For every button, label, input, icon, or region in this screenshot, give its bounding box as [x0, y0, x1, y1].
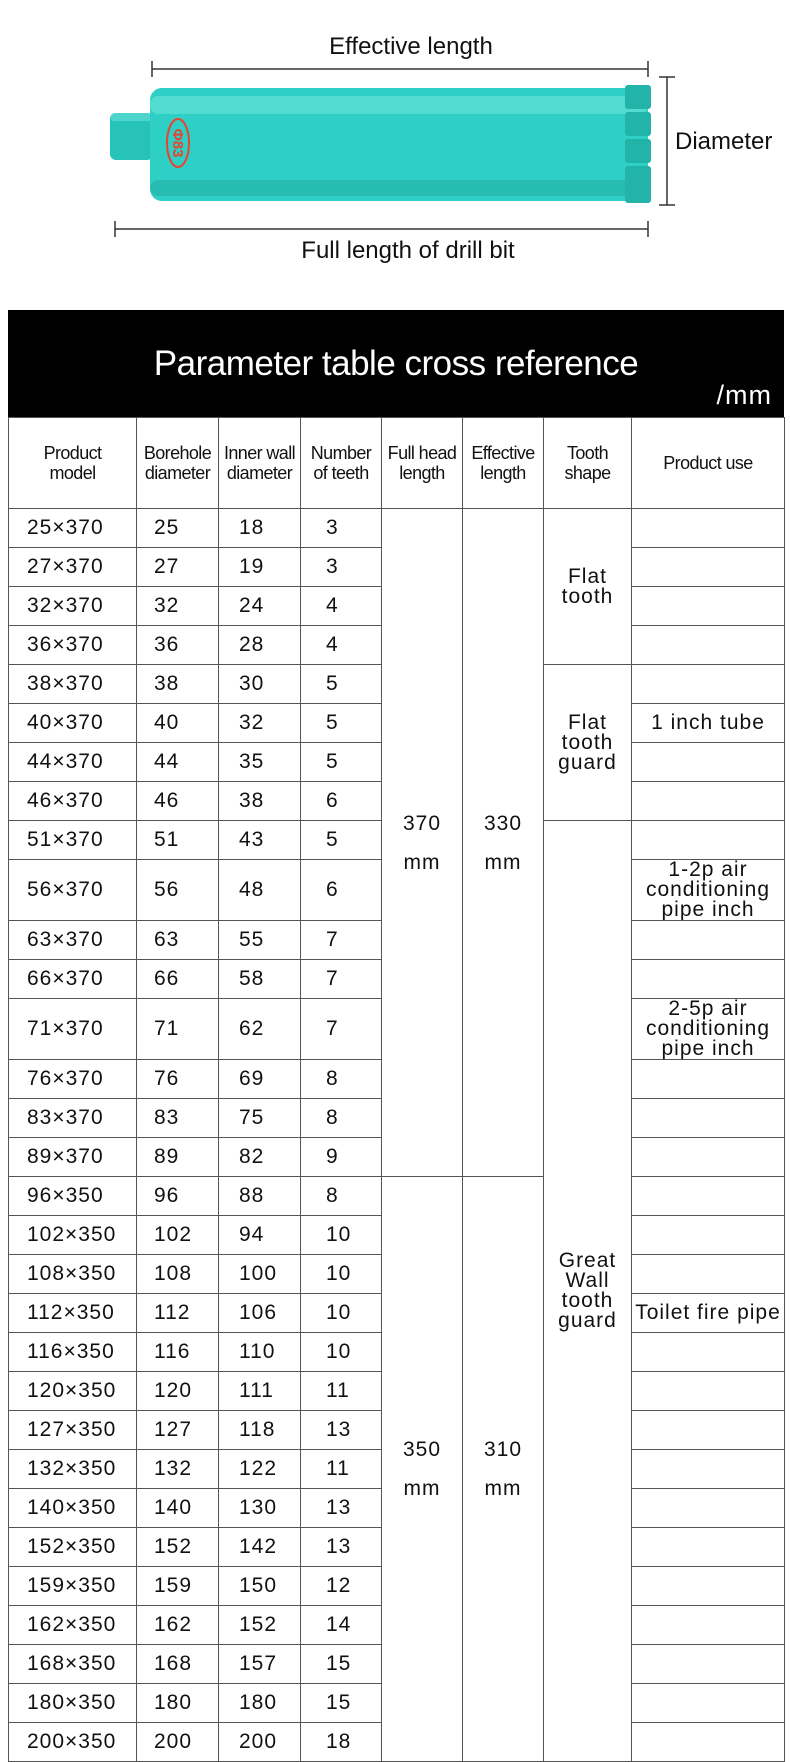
- cell-number-of-teeth: 7: [301, 960, 382, 999]
- cell-product-use: [632, 1216, 785, 1255]
- header-inner-wall-diameter: Inner wall diameter: [219, 418, 301, 509]
- cell-product-model: 56×370: [9, 860, 137, 921]
- cell-inner-wall-diameter: 35: [219, 743, 301, 782]
- drill-bit: [110, 85, 651, 203]
- cell-product-model: 38×370: [9, 665, 137, 704]
- cell-number-of-teeth: 12: [301, 1567, 382, 1606]
- cell-product-use: [632, 1489, 785, 1528]
- cell-product-use: [632, 743, 785, 782]
- cell-product-use: [632, 1255, 785, 1294]
- cell-product-model: 180×350: [9, 1684, 137, 1723]
- cell-product-model: 44×370: [9, 743, 137, 782]
- cell-product-model: 162×350: [9, 1606, 137, 1645]
- cell-inner-wall-diameter: 152: [219, 1606, 301, 1645]
- cell-borehole-diameter: 180: [137, 1684, 219, 1723]
- cell-number-of-teeth: 11: [301, 1372, 382, 1411]
- cell-product-model: 132×350: [9, 1450, 137, 1489]
- cell-tooth-shape: Great Wall tooth guard: [544, 821, 632, 1762]
- cell-product-model: 46×370: [9, 782, 137, 821]
- cell-inner-wall-diameter: 142: [219, 1528, 301, 1567]
- cell-product-use: [632, 1333, 785, 1372]
- cell-product-model: 200×350: [9, 1723, 137, 1762]
- cell-borehole-diameter: 168: [137, 1645, 219, 1684]
- drill-bit-diagram: [0, 0, 790, 300]
- cell-product-model: 36×370: [9, 626, 137, 665]
- cell-inner-wall-diameter: 94: [219, 1216, 301, 1255]
- cell-product-model: 63×370: [9, 921, 137, 960]
- drill-segment: [625, 112, 651, 136]
- full-length-dimension: [115, 221, 648, 237]
- cell-number-of-teeth: 13: [301, 1411, 382, 1450]
- cell-product-model: 168×350: [9, 1645, 137, 1684]
- cell-product-model: 102×350: [9, 1216, 137, 1255]
- cell-number-of-teeth: 10: [301, 1294, 382, 1333]
- cell-borehole-diameter: 63: [137, 921, 219, 960]
- table-row: [9, 509, 785, 548]
- effective-length-label: Effective length: [329, 33, 493, 60]
- cell-product-use: [632, 1099, 785, 1138]
- cell-number-of-teeth: 5: [301, 665, 382, 704]
- table-unit: /mm: [716, 380, 772, 410]
- cell-product-model: 76×370: [9, 1060, 137, 1099]
- cell-product-model: 116×350: [9, 1333, 137, 1372]
- diameter-label: Diameter: [675, 128, 773, 155]
- cell-borehole-diameter: 116: [137, 1333, 219, 1372]
- cell-borehole-diameter: 51: [137, 821, 219, 860]
- cell-inner-wall-diameter: 62: [219, 999, 301, 1060]
- header-product-use: Product use: [632, 418, 785, 509]
- cell-number-of-teeth: 4: [301, 587, 382, 626]
- cell-full-head-length: 350 mm: [382, 1177, 463, 1762]
- cell-product-model: 32×370: [9, 587, 137, 626]
- parameter-table: [8, 417, 785, 1762]
- cell-borehole-diameter: 132: [137, 1450, 219, 1489]
- full-length-label: Full length of drill bit: [301, 237, 515, 264]
- cell-product-use: Toilet fire pipe: [632, 1294, 785, 1333]
- cell-inner-wall-diameter: 157: [219, 1645, 301, 1684]
- cell-product-model: 108×350: [9, 1255, 137, 1294]
- cell-number-of-teeth: 8: [301, 1060, 382, 1099]
- cell-borehole-diameter: 56: [137, 860, 219, 921]
- cell-inner-wall-diameter: 200: [219, 1723, 301, 1762]
- cell-number-of-teeth: 10: [301, 1255, 382, 1294]
- header-tooth-shape: Tooth shape: [544, 418, 632, 509]
- cell-effective-length: 310 mm: [463, 1177, 544, 1762]
- cell-product-model: 27×370: [9, 548, 137, 587]
- cell-product-use: [632, 1684, 785, 1723]
- cell-inner-wall-diameter: 30: [219, 665, 301, 704]
- cell-borehole-diameter: 120: [137, 1372, 219, 1411]
- cell-borehole-diameter: 46: [137, 782, 219, 821]
- cell-number-of-teeth: 15: [301, 1684, 382, 1723]
- cell-number-of-teeth: 9: [301, 1138, 382, 1177]
- cell-number-of-teeth: 3: [301, 509, 382, 548]
- cell-inner-wall-diameter: 82: [219, 1138, 301, 1177]
- cell-borehole-diameter: 76: [137, 1060, 219, 1099]
- drill-segment: [625, 181, 651, 203]
- cell-inner-wall-diameter: 88: [219, 1177, 301, 1216]
- cell-product-model: 83×370: [9, 1099, 137, 1138]
- cell-product-use: 1 inch tube: [632, 704, 785, 743]
- cell-product-model: 71×370: [9, 999, 137, 1060]
- cell-number-of-teeth: 5: [301, 704, 382, 743]
- header-product-model: Product model: [9, 418, 137, 509]
- cell-product-use: [632, 1567, 785, 1606]
- cell-borehole-diameter: 66: [137, 960, 219, 999]
- cell-borehole-diameter: 44: [137, 743, 219, 782]
- cell-inner-wall-diameter: 48: [219, 860, 301, 921]
- cell-tooth-shape: Flat tooth: [544, 509, 632, 665]
- cell-number-of-teeth: 5: [301, 743, 382, 782]
- cell-inner-wall-diameter: 122: [219, 1450, 301, 1489]
- cell-product-use: [632, 1450, 785, 1489]
- cell-inner-wall-diameter: 150: [219, 1567, 301, 1606]
- cell-product-use: [632, 587, 785, 626]
- cell-number-of-teeth: 15: [301, 1645, 382, 1684]
- cell-product-model: 40×370: [9, 704, 137, 743]
- cell-product-model: 112×350: [9, 1294, 137, 1333]
- cell-tooth-shape: Flat tooth guard: [544, 665, 632, 821]
- cell-product-model: 96×350: [9, 1177, 137, 1216]
- cell-product-use: [632, 626, 785, 665]
- cell-inner-wall-diameter: 55: [219, 921, 301, 960]
- cell-borehole-diameter: 112: [137, 1294, 219, 1333]
- cell-product-use: [632, 1528, 785, 1567]
- cell-borehole-diameter: 40: [137, 704, 219, 743]
- cell-inner-wall-diameter: 180: [219, 1684, 301, 1723]
- cell-product-use: [632, 921, 785, 960]
- cell-product-use: [632, 1645, 785, 1684]
- cell-inner-wall-diameter: 32: [219, 704, 301, 743]
- cell-inner-wall-diameter: 58: [219, 960, 301, 999]
- cell-number-of-teeth: 7: [301, 999, 382, 1060]
- cell-inner-wall-diameter: 24: [219, 587, 301, 626]
- header-number-of-teeth: Number of teeth: [301, 418, 382, 509]
- cell-product-use: [632, 548, 785, 587]
- cell-product-use: [632, 821, 785, 860]
- cell-number-of-teeth: 10: [301, 1216, 382, 1255]
- cell-borehole-diameter: 27: [137, 548, 219, 587]
- cell-number-of-teeth: 3: [301, 548, 382, 587]
- cell-product-use: [632, 1177, 785, 1216]
- cell-number-of-teeth: 18: [301, 1723, 382, 1762]
- cell-borehole-diameter: 89: [137, 1138, 219, 1177]
- cell-inner-wall-diameter: 18: [219, 509, 301, 548]
- cell-product-use: [632, 1606, 785, 1645]
- cell-inner-wall-diameter: 43: [219, 821, 301, 860]
- cell-number-of-teeth: 11: [301, 1450, 382, 1489]
- table-header-row: [9, 418, 785, 509]
- cell-borehole-diameter: 96: [137, 1177, 219, 1216]
- cell-product-model: 120×350: [9, 1372, 137, 1411]
- cell-number-of-teeth: 4: [301, 626, 382, 665]
- cell-inner-wall-diameter: 69: [219, 1060, 301, 1099]
- cell-inner-wall-diameter: 38: [219, 782, 301, 821]
- cell-borehole-diameter: 140: [137, 1489, 219, 1528]
- cell-inner-wall-diameter: 130: [219, 1489, 301, 1528]
- cell-product-model: 127×350: [9, 1411, 137, 1450]
- table-title: Parameter table cross reference: [153, 344, 639, 383]
- cell-borehole-diameter: 108: [137, 1255, 219, 1294]
- cell-borehole-diameter: 38: [137, 665, 219, 704]
- cell-number-of-teeth: 14: [301, 1606, 382, 1645]
- header-borehole-diameter: Borehole diameter: [137, 418, 219, 509]
- cell-product-use: [632, 1060, 785, 1099]
- cell-product-use: [632, 665, 785, 704]
- cell-product-model: 152×350: [9, 1528, 137, 1567]
- cell-inner-wall-diameter: 75: [219, 1099, 301, 1138]
- cell-effective-length: 330 mm: [463, 509, 544, 1177]
- cell-borehole-diameter: 102: [137, 1216, 219, 1255]
- cell-number-of-teeth: 13: [301, 1489, 382, 1528]
- cell-inner-wall-diameter: 28: [219, 626, 301, 665]
- cell-inner-wall-diameter: 100: [219, 1255, 301, 1294]
- table-title-banner: [8, 310, 784, 417]
- cell-number-of-teeth: 8: [301, 1099, 382, 1138]
- cell-inner-wall-diameter: 110: [219, 1333, 301, 1372]
- cell-product-use: [632, 1138, 785, 1177]
- cell-product-model: 140×350: [9, 1489, 137, 1528]
- table-row: [9, 1177, 785, 1216]
- cell-product-model: 25×370: [9, 509, 137, 548]
- cell-borehole-diameter: 32: [137, 587, 219, 626]
- cell-borehole-diameter: 25: [137, 509, 219, 548]
- cell-borehole-diameter: 200: [137, 1723, 219, 1762]
- cell-product-use: 1-2p air conditioning pipe inch: [632, 860, 785, 921]
- cell-number-of-teeth: 10: [301, 1333, 382, 1372]
- cell-number-of-teeth: 5: [301, 821, 382, 860]
- header-effective-length: Effective length: [463, 418, 544, 509]
- drill-segment: [625, 139, 651, 163]
- cell-product-use: [632, 782, 785, 821]
- cell-number-of-teeth: 8: [301, 1177, 382, 1216]
- cell-product-use: 2-5p air conditioning pipe inch: [632, 999, 785, 1060]
- cell-full-head-length: 370 mm: [382, 509, 463, 1177]
- cell-number-of-teeth: 7: [301, 921, 382, 960]
- size-marking: Φ83: [169, 128, 186, 158]
- cell-borehole-diameter: 36: [137, 626, 219, 665]
- cell-product-use: [632, 509, 785, 548]
- cell-number-of-teeth: 6: [301, 860, 382, 921]
- cell-inner-wall-diameter: 118: [219, 1411, 301, 1450]
- cell-borehole-diameter: 83: [137, 1099, 219, 1138]
- cell-inner-wall-diameter: 111: [219, 1372, 301, 1411]
- cell-product-use: [632, 1372, 785, 1411]
- cell-inner-wall-diameter: 19: [219, 548, 301, 587]
- cell-borehole-diameter: 152: [137, 1528, 219, 1567]
- cell-product-use: [632, 960, 785, 999]
- cell-borehole-diameter: 71: [137, 999, 219, 1060]
- cell-product-model: 51×370: [9, 821, 137, 860]
- cell-number-of-teeth: 6: [301, 782, 382, 821]
- cell-product-model: 66×370: [9, 960, 137, 999]
- cell-product-use: [632, 1411, 785, 1450]
- cell-product-use: [632, 1723, 785, 1762]
- header-full-head-length: Full head length: [382, 418, 463, 509]
- cell-product-model: 159×350: [9, 1567, 137, 1606]
- effective-length-dimension: [152, 61, 648, 77]
- cell-number-of-teeth: 13: [301, 1528, 382, 1567]
- diameter-dimension: [659, 77, 675, 205]
- cell-inner-wall-diameter: 106: [219, 1294, 301, 1333]
- cell-borehole-diameter: 162: [137, 1606, 219, 1645]
- drill-segment: [625, 85, 651, 109]
- cell-borehole-diameter: 127: [137, 1411, 219, 1450]
- cell-product-model: 89×370: [9, 1138, 137, 1177]
- cell-borehole-diameter: 159: [137, 1567, 219, 1606]
